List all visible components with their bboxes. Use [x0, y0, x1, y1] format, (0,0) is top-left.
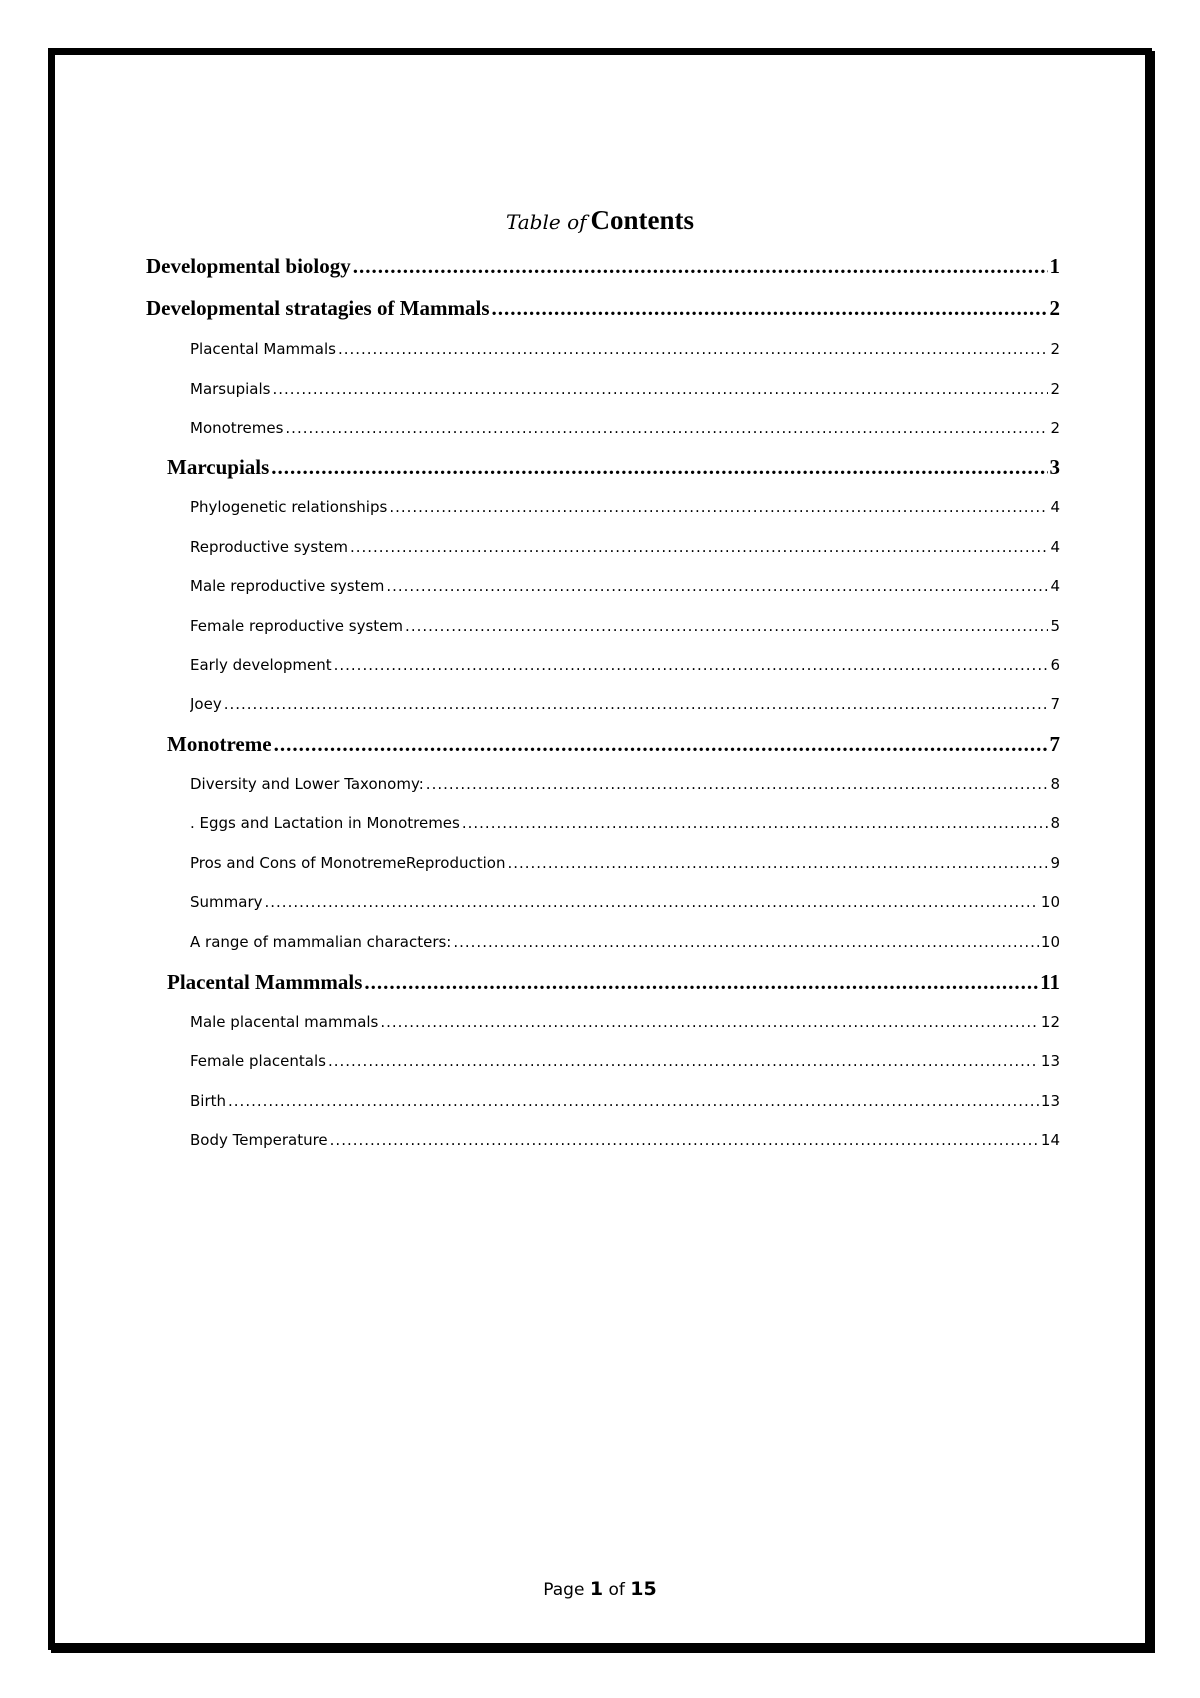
footer-page-word: Page — [543, 1580, 585, 1600]
footer-total-pages: 15 — [630, 1578, 657, 1600]
toc-leader — [507, 854, 1048, 872]
toc-entry[interactable] — [146, 296, 1060, 326]
toc-entry[interactable] — [167, 970, 1060, 1000]
toc-entry-page: 5 — [1050, 617, 1060, 635]
page-footer — [48, 1578, 1152, 1600]
toc-entry[interactable] — [190, 340, 1060, 364]
toc-leader — [350, 538, 1049, 556]
toc-leader — [364, 970, 1038, 995]
toc-entry-title: A range of mammalian characters: — [190, 933, 452, 951]
toc-entry-title: Male reproductive system — [190, 577, 385, 595]
toc-heading — [48, 200, 1152, 245]
toc-entry[interactable] — [190, 933, 1060, 957]
toc-entry-page: 7 — [1050, 695, 1060, 713]
toc-entry-title: Early development — [190, 656, 332, 674]
toc-entry-page: 13 — [1040, 1092, 1060, 1110]
toc-entry-page: 7 — [1049, 732, 1060, 756]
toc-entry-title: Summary — [190, 893, 263, 911]
toc-entry-title: Marsupials — [190, 380, 271, 398]
toc-entry-title: Monotreme — [167, 732, 272, 756]
toc-entry-page: 10 — [1040, 933, 1060, 951]
toc-entry-page: 2 — [1050, 340, 1060, 358]
toc-leader — [380, 1013, 1039, 1031]
toc-entry-title: Pros and Cons of MonotremeReproduction — [190, 854, 506, 872]
toc-entry[interactable] — [190, 814, 1060, 838]
toc-entry-title: Placental Mammals — [190, 340, 336, 358]
toc-entry-page: 2 — [1050, 380, 1060, 398]
toc-leader — [265, 893, 1039, 911]
toc-entry[interactable] — [190, 775, 1060, 799]
toc-entry[interactable] — [190, 1092, 1060, 1116]
toc-entry-title: Female placentals — [190, 1052, 326, 1070]
toc-entry-page: 2 — [1050, 419, 1060, 437]
toc-leader — [426, 775, 1049, 793]
toc-entry-title: Phylogenetic relationships — [190, 498, 388, 516]
toc-leader — [285, 419, 1048, 437]
toc-entry-title: Monotremes — [190, 419, 284, 437]
toc-entry-title: Developmental biology — [146, 254, 351, 278]
toc-entry[interactable] — [190, 1013, 1060, 1037]
toc-entry-page: 12 — [1040, 1013, 1060, 1031]
toc-entry-title: Placental Mammmals — [167, 970, 363, 994]
toc-leader — [228, 1092, 1039, 1110]
toc-leader — [353, 254, 1048, 279]
toc-entry-page: 6 — [1050, 656, 1060, 674]
toc-entry-page: 4 — [1050, 577, 1060, 595]
toc-entry-page: 8 — [1050, 814, 1060, 832]
toc-leader — [386, 577, 1048, 595]
toc-leader — [453, 933, 1039, 951]
page-border — [48, 48, 1152, 1650]
toc-leader — [462, 814, 1049, 832]
toc-entry-page: 8 — [1050, 775, 1060, 793]
toc-entry-page: 2 — [1049, 296, 1060, 320]
toc-leader — [338, 340, 1049, 358]
toc-entry[interactable] — [146, 254, 1060, 284]
toc-entry-page: 4 — [1050, 538, 1060, 556]
toc-entry[interactable] — [190, 577, 1060, 601]
toc-leader — [274, 732, 1048, 757]
toc-entry[interactable] — [190, 498, 1060, 522]
toc-entry[interactable] — [167, 732, 1060, 762]
toc-entry[interactable] — [190, 1131, 1060, 1155]
toc-entry-page: 10 — [1040, 893, 1060, 911]
toc-entry[interactable] — [167, 455, 1060, 485]
toc-entry-title: Marcupials — [167, 455, 270, 479]
toc-heading-main: Contents — [590, 205, 695, 235]
toc-entry-title: Joey — [190, 695, 222, 713]
toc-entry[interactable] — [190, 1052, 1060, 1076]
toc-leader — [330, 1131, 1039, 1149]
footer-of-word: of — [608, 1580, 625, 1600]
toc-entry-title: Developmental stratagies of Mammals — [146, 296, 490, 320]
toc-entry-page: 1 — [1049, 254, 1060, 278]
toc-leader — [389, 498, 1048, 516]
toc-entry[interactable] — [190, 380, 1060, 404]
toc-entry[interactable] — [190, 617, 1060, 641]
toc-heading-prefix: Table of — [505, 210, 587, 234]
toc-entry-title: Birth — [190, 1092, 227, 1110]
toc-entry[interactable] — [190, 854, 1060, 878]
toc-entry-page: 9 — [1050, 854, 1060, 872]
toc-entry-title: Reproductive system — [190, 538, 348, 556]
toc-leader — [405, 617, 1048, 635]
toc-leader — [273, 380, 1049, 398]
footer-current-page: 1 — [589, 1578, 604, 1600]
toc-leader — [328, 1052, 1039, 1070]
toc-entry-title: . Eggs and Lactation in Monotremes — [190, 814, 460, 832]
toc-entry-page: 4 — [1050, 498, 1060, 516]
toc-leader — [334, 656, 1049, 674]
toc-entry[interactable] — [190, 695, 1060, 719]
toc-leader — [271, 455, 1047, 480]
toc-leader — [224, 695, 1049, 713]
toc-entry-title: Male placental mammals — [190, 1013, 379, 1031]
toc-entry-page: 14 — [1040, 1131, 1060, 1149]
toc-leader — [492, 296, 1048, 321]
toc-entry-title: Body Temperature — [190, 1131, 328, 1149]
toc-entry[interactable] — [190, 656, 1060, 680]
toc-entry-title: Diversity and Lower Taxonomy: — [190, 775, 424, 793]
toc-entry[interactable] — [190, 893, 1060, 917]
toc-entry[interactable] — [190, 419, 1060, 443]
toc-entry[interactable] — [190, 538, 1060, 562]
toc-entry-title: Female reproductive system — [190, 617, 404, 635]
toc-entry-page: 3 — [1049, 455, 1060, 479]
toc-entry-page: 13 — [1040, 1052, 1060, 1070]
toc-entry-page: 11 — [1040, 970, 1060, 994]
